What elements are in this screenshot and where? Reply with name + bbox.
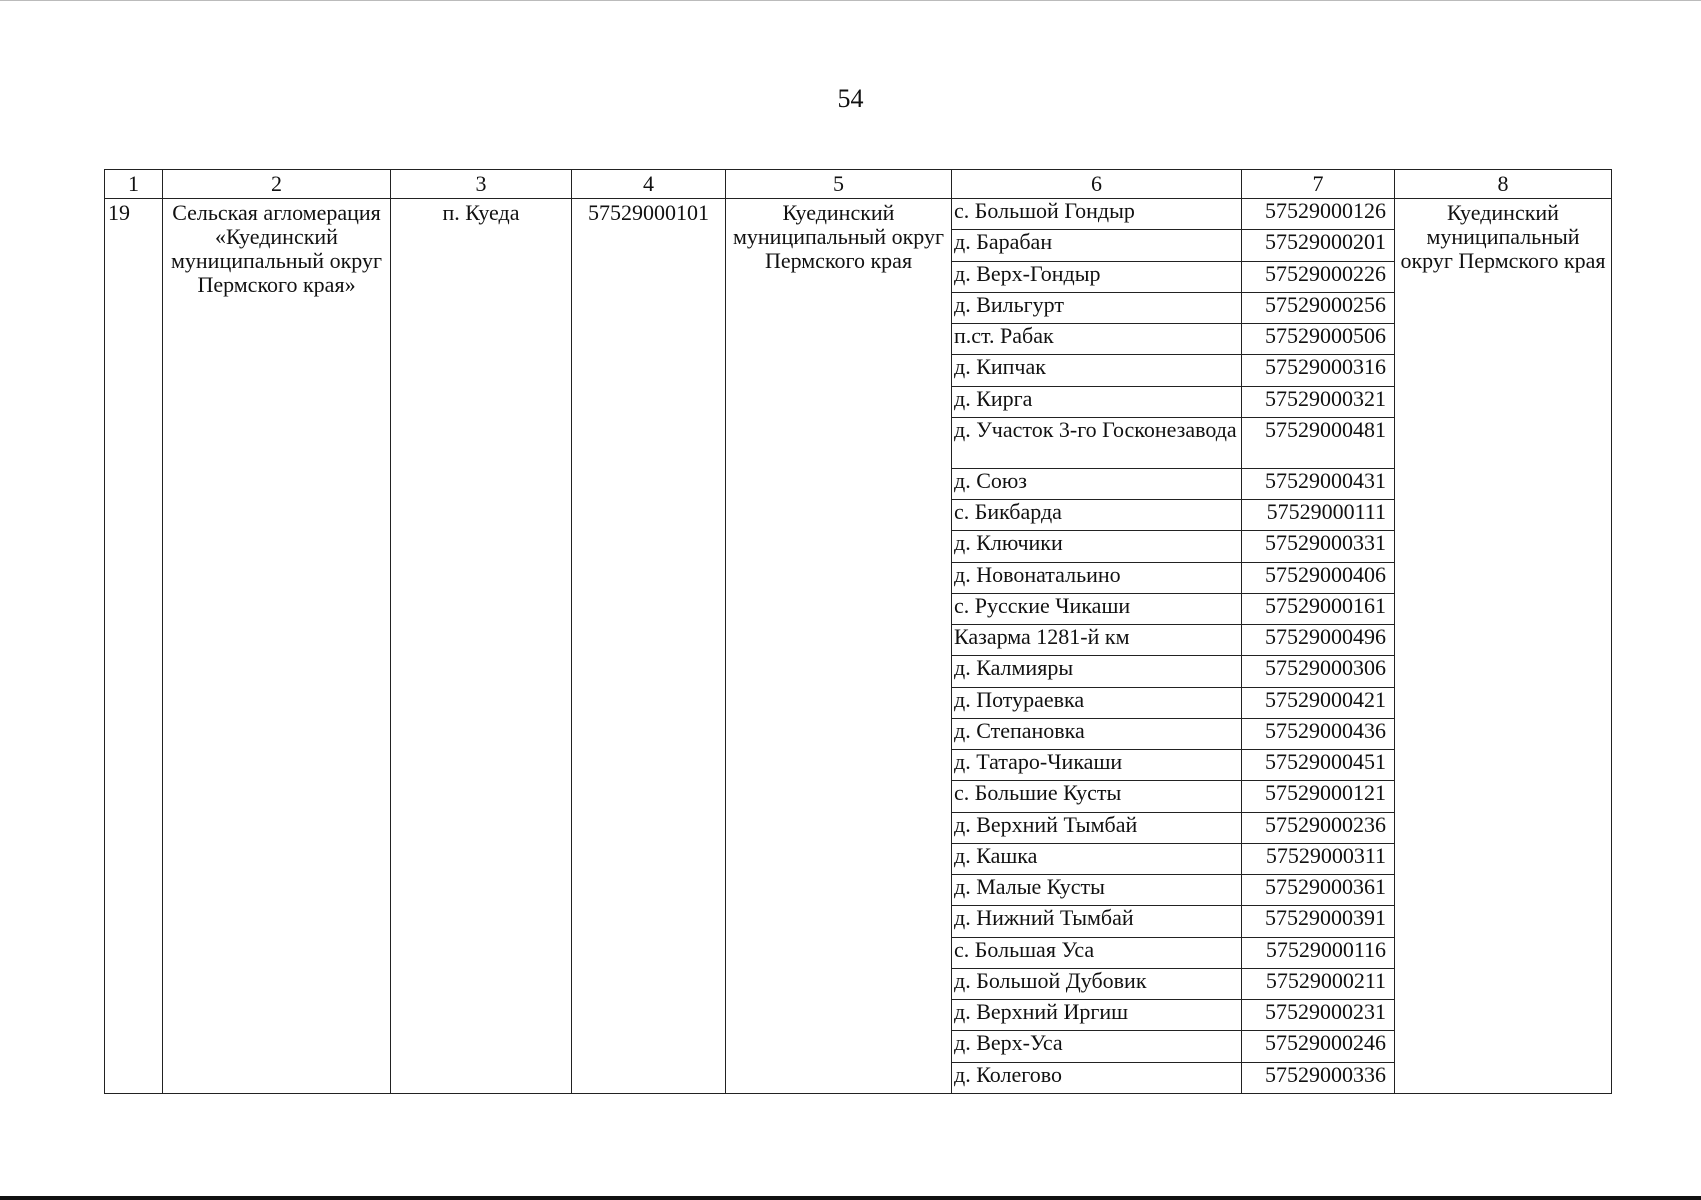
settlement-code-cell: 57529000316: [1242, 355, 1395, 386]
settlement-code-cell: 57529000256: [1242, 292, 1395, 323]
settlement-name-cell: Казарма 1281-й км: [952, 625, 1242, 656]
settlement-code-cell: 57529000481: [1242, 417, 1395, 468]
center-cell: п. Куеда: [391, 199, 572, 1094]
settlement-code-cell: 57529000451: [1242, 750, 1395, 781]
settlement-code-cell: 57529000306: [1242, 656, 1395, 687]
settlement-name-cell: с. Большие Кусты: [952, 781, 1242, 812]
settlement-code-cell: 57529000391: [1242, 906, 1395, 937]
settlement-code-cell: 57529000421: [1242, 687, 1395, 718]
page-number: 54: [837, 84, 864, 113]
settlement-name-cell: д. Татаро-Чикаши: [952, 750, 1242, 781]
settlement-name-cell: д. Калмияры: [952, 656, 1242, 687]
settlement-code-cell: 57529000211: [1242, 968, 1395, 999]
settlement-code-cell: 57529000111: [1242, 500, 1395, 531]
settlements-table: [104, 169, 1612, 1094]
column-header: 7: [1242, 170, 1395, 199]
settlement-code-cell: 57529000406: [1242, 562, 1395, 593]
settlement-name-cell: д. Верхний Тымбай: [952, 812, 1242, 843]
page-top-edge: [0, 0, 1701, 1]
column-header: 2: [163, 170, 391, 199]
settlement-name-cell: д. Кашка: [952, 843, 1242, 874]
settlement-code-cell: 57529000226: [1242, 261, 1395, 292]
settlement-name-cell: д. Нижний Тымбай: [952, 906, 1242, 937]
column-header: 3: [391, 170, 572, 199]
settlements-municipality-cell: Куединский муниципальный округ Пермского края: [1395, 199, 1612, 1094]
column-header: 8: [1395, 170, 1612, 199]
settlement-code-cell: 57529000161: [1242, 593, 1395, 624]
settlement-code-cell: 57529000436: [1242, 718, 1395, 749]
settlement-code-cell: 57529000121: [1242, 781, 1395, 812]
settlement-name-cell: д. Кипчак: [952, 355, 1242, 386]
settlement-name-cell: с. Бикбарда: [952, 500, 1242, 531]
settlement-name-cell: д. Барабан: [952, 230, 1242, 261]
settlement-name-cell: п.ст. Рабак: [952, 324, 1242, 355]
table-header-row: [105, 170, 1612, 199]
settlement-name-cell: д. Колегово: [952, 1062, 1242, 1093]
settlement-name-cell: д. Верх-Гондыр: [952, 261, 1242, 292]
settlement-name-cell: д. Степановка: [952, 718, 1242, 749]
settlement-code-cell: 57529000331: [1242, 531, 1395, 562]
settlement-name-cell: с. Большая Уса: [952, 937, 1242, 968]
settlement-name-cell: д. Участок 3-го Госконезавода: [952, 417, 1242, 468]
agglomeration-cell: Сельская агломерация «Куединский муниципальный округ Пермского края»: [163, 199, 391, 1094]
settlement-name-cell: с. Большой Гондыр: [952, 199, 1242, 230]
table-row: [105, 199, 1612, 230]
settlement-code-cell: 57529000361: [1242, 875, 1395, 906]
settlement-name-cell: д. Верхний Иргиш: [952, 1000, 1242, 1031]
settlement-code-cell: 57529000201: [1242, 230, 1395, 261]
settlement-code-cell: 57529000116: [1242, 937, 1395, 968]
column-header: 1: [105, 170, 163, 199]
settlement-code-cell: 57529000506: [1242, 324, 1395, 355]
settlement-name-cell: д. Большой Дубовик: [952, 968, 1242, 999]
settlement-code-cell: 57529000311: [1242, 843, 1395, 874]
row-number-cell: 19: [105, 199, 163, 1094]
settlement-name-cell: д. Ключики: [952, 531, 1242, 562]
settlement-code-cell: 57529000246: [1242, 1031, 1395, 1062]
settlement-name-cell: д. Малые Кусты: [952, 875, 1242, 906]
municipality-cell: Куединский муниципальный округ Пермского края: [726, 199, 952, 1094]
settlement-name-cell: д. Союз: [952, 468, 1242, 499]
settlement-code-cell: 57529000496: [1242, 625, 1395, 656]
settlement-name-cell: с. Русские Чикаши: [952, 593, 1242, 624]
settlement-code-cell: 57529000126: [1242, 199, 1395, 230]
settlement-name-cell: д. Кирга: [952, 386, 1242, 417]
settlement-name-cell: д. Верх-Уса: [952, 1031, 1242, 1062]
settlement-name-cell: д. Новонатальино: [952, 562, 1242, 593]
page-bottom-edge: [0, 1196, 1701, 1200]
settlement-name-cell: д. Потураевка: [952, 687, 1242, 718]
settlement-code-cell: 57529000236: [1242, 812, 1395, 843]
center-code-cell: 57529000101: [572, 199, 726, 1094]
settlement-code-cell: 57529000231: [1242, 1000, 1395, 1031]
column-header: 6: [952, 170, 1242, 199]
settlement-code-cell: 57529000321: [1242, 386, 1395, 417]
column-header: 4: [572, 170, 726, 199]
settlement-code-cell: 57529000336: [1242, 1062, 1395, 1093]
settlement-name-cell: д. Вильгурт: [952, 292, 1242, 323]
settlement-code-cell: 57529000431: [1242, 468, 1395, 499]
column-header: 5: [726, 170, 952, 199]
